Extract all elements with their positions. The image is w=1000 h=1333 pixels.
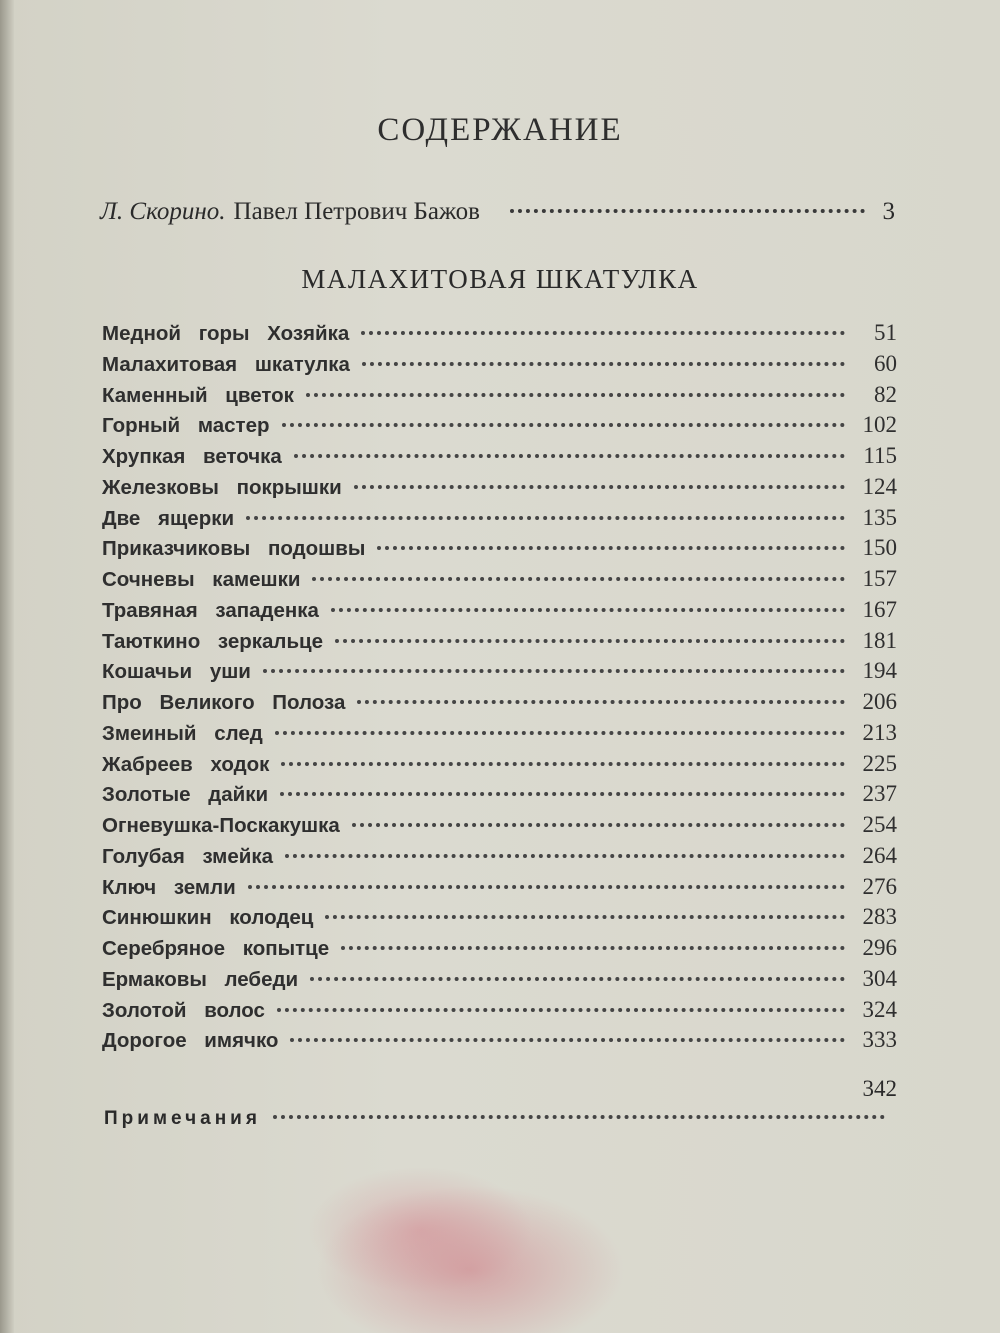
notes-page: 342 — [862, 1076, 897, 1101]
toc-entry-page: 167 — [862, 596, 897, 622]
toc-entry-title: Таюткино зеркальце — [102, 629, 324, 653]
toc-entry-page: 296 — [862, 935, 897, 960]
dot-leader — [248, 885, 845, 889]
dot-leader — [290, 1038, 845, 1042]
toc-entry — [102, 720, 897, 751]
page-title: СОДЕРЖАНИЕ — [377, 112, 623, 148]
toc-entry — [102, 412, 897, 443]
dot-leader — [510, 209, 865, 213]
toc-entry-page: 254 — [862, 812, 897, 837]
toc-entry — [102, 628, 897, 659]
toc-entry-page: 194 — [862, 658, 897, 684]
toc-entry-page: 206 — [862, 689, 897, 714]
toc-entry-title: Каменный цветок — [102, 383, 294, 407]
toc-entry — [102, 505, 897, 536]
toc-entry — [102, 781, 897, 812]
toc-entry-title: Огневушка-Поскакушка — [102, 814, 340, 837]
dot-leader — [357, 700, 845, 704]
toc-entry-page: 237 — [862, 781, 897, 807]
intro-page: 3 — [882, 198, 895, 225]
toc-entry — [102, 320, 897, 351]
toc-entry — [102, 689, 897, 720]
dot-leader — [280, 792, 845, 796]
toc-entry — [102, 351, 897, 382]
toc-entry-title: Синюшкин колодец — [102, 906, 314, 930]
toc-entry-page: 324 — [862, 996, 897, 1022]
dot-leader — [352, 823, 845, 827]
section-heading: МАЛАХИТОВАЯ ШКАТУЛКА — [301, 264, 699, 294]
toc-entry — [102, 751, 897, 782]
toc-entry-title: Дорогое имячко — [102, 1029, 279, 1053]
toc-entry-title: Серебряное копытце — [102, 937, 330, 960]
toc-entry-page: 213 — [862, 719, 897, 745]
toc-entry-page: 333 — [862, 1027, 897, 1053]
toc-entry — [102, 443, 897, 474]
dot-leader — [294, 454, 845, 458]
toc-entry-title: Кошачьи уши — [102, 660, 251, 684]
table-of-contents — [102, 320, 897, 1058]
notes-entry — [104, 1108, 897, 1130]
toc-entry — [102, 812, 897, 843]
dot-leader — [341, 946, 845, 950]
toc-entry-page: 135 — [862, 504, 897, 530]
toc-entry — [102, 474, 897, 505]
toc-entry-title: Ключ земли — [102, 875, 236, 899]
dot-leader — [285, 854, 845, 858]
toc-entry-title: Хрупкая веточка — [102, 445, 282, 468]
toc-entry-page: 283 — [862, 904, 897, 930]
toc-entry-page: 276 — [862, 873, 897, 899]
dot-leader — [281, 762, 845, 766]
toc-entry-title: Жабреев ходок — [102, 752, 270, 776]
toc-entry — [102, 935, 897, 966]
dot-leader — [335, 639, 845, 643]
toc-entry-title: Змеиный след — [102, 721, 263, 745]
toc-entry-page: 157 — [862, 566, 897, 591]
dot-leader — [361, 331, 845, 335]
toc-entry-page: 60 — [874, 350, 897, 376]
dot-leader — [275, 731, 845, 735]
toc-entry — [102, 658, 897, 689]
toc-entry — [102, 874, 897, 905]
intro-entry — [100, 198, 895, 226]
toc-entry-title: Медной горы Хозяйка — [102, 322, 350, 345]
toc-entry-title: Голубая змейка — [102, 844, 273, 868]
toc-entry-page: 102 — [862, 412, 897, 438]
toc-entry — [102, 843, 897, 874]
dot-leader — [277, 1008, 845, 1012]
dot-leader — [263, 669, 845, 673]
page-spine-shadow — [0, 0, 14, 1333]
toc-entry-title: Железковы покрышки — [102, 475, 342, 499]
dot-leader — [312, 577, 845, 581]
toc-entry-page: 82 — [874, 381, 897, 407]
toc-entry-page: 51 — [874, 320, 897, 345]
dot-leader — [273, 1115, 885, 1119]
toc-entry-title: Травяная западенка — [102, 598, 319, 622]
toc-entry-page: 124 — [862, 473, 897, 499]
toc-entry — [102, 997, 897, 1028]
notes-title: Примечания — [104, 1108, 261, 1129]
toc-entry — [102, 597, 897, 628]
toc-entry-page: 304 — [862, 965, 897, 991]
dot-leader — [282, 423, 846, 427]
toc-entry-title: Ермаковы лебеди — [102, 967, 299, 991]
dot-leader — [325, 915, 845, 919]
toc-entry-title: Про Великого Полоза — [102, 691, 346, 714]
toc-entry — [102, 382, 897, 413]
toc-entry — [102, 904, 897, 935]
dot-leader — [306, 393, 845, 397]
toc-entry-title: Малахитовая шкатулка — [102, 352, 350, 376]
toc-entry-page: 115 — [863, 443, 897, 468]
toc-entry-page: 264 — [862, 842, 897, 868]
intro-author: Л. Скорино. — [100, 198, 226, 225]
toc-entry-title: Две ящерки — [102, 506, 235, 530]
dot-leader — [310, 977, 845, 981]
toc-entry — [102, 535, 897, 566]
dot-leader — [331, 608, 845, 612]
dot-leader — [362, 362, 845, 366]
toc-entry — [102, 1027, 897, 1058]
toc-entry-page: 150 — [862, 535, 897, 561]
toc-entry-page: 181 — [862, 627, 897, 653]
toc-entry-title: Золотые дайки — [102, 783, 269, 807]
dot-leader — [246, 516, 845, 520]
intro-title: Павел Петрович Бажов — [233, 198, 480, 225]
toc-entry-title: Сочневы камешки — [102, 568, 301, 591]
toc-entry — [102, 966, 897, 997]
dot-leader — [377, 546, 845, 550]
toc-entry — [102, 566, 897, 597]
dot-leader — [354, 485, 845, 489]
toc-entry-page: 225 — [862, 750, 897, 776]
toc-entry-title: Приказчиковы подошвы — [102, 537, 366, 561]
toc-entry-title: Горный мастер — [102, 414, 270, 438]
toc-entry-title: Золотой волос — [102, 998, 265, 1022]
